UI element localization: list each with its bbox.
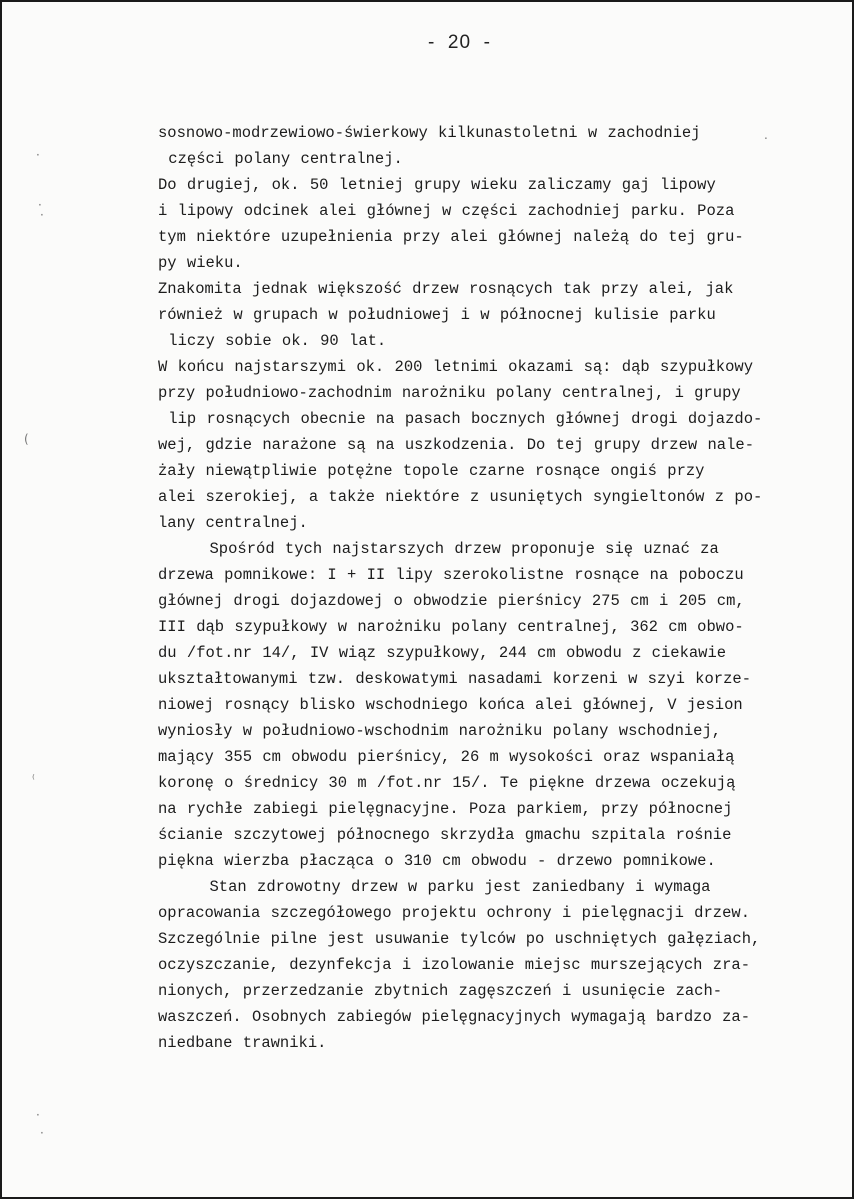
text-line: niedbane trawniki.: [158, 1034, 327, 1052]
text-line: na rychłe zabiegi pielęgnacyjne. Poza parkiem, przy północnej: [158, 800, 733, 818]
text-line: Znakomita jednak większość drzew rosnących tak przy alei, jak: [158, 280, 734, 298]
text-line: Stan zdrowotny drzew w parku jest zaniedbany i wymaga: [158, 878, 711, 896]
page-number: - 20 -: [428, 32, 491, 53]
text-line: drzewa pomnikowe: I + II lipy szerokolistne rosnące na poboczu: [158, 566, 744, 584]
text-line: opracowania szczegółowego projektu ochrony i pielęgnacji drzew.: [158, 904, 750, 922]
text-line: i lipowy odcinek alei głównej w części zachodniej parku. Poza: [158, 202, 735, 220]
scan-speck: (: [24, 432, 29, 446]
scan-speck: ·: [38, 198, 42, 212]
scan-speck: ·: [36, 148, 40, 162]
text-line: du /fot.nr 14/, IV wiąz szypułkowy, 244 cm obwodu z ciekawie: [158, 644, 727, 662]
text-line: lip rosnących obecnie na pasach bocznych głównej drogi dojazdo-: [158, 410, 763, 428]
scan-speck: .: [764, 128, 768, 142]
text-line: Szczególnie pilne jest usuwanie tylców po uschniętych gałęziach,: [158, 930, 761, 948]
scan-speck: ⁽: [32, 772, 35, 786]
text-line: alei szerokiej, a także niektóre z usuniętych syngieltonów z po-: [158, 488, 763, 506]
text-line: głównej drogi dojazdowej o obwodzie pierśnicy 275 cm i 205 cm,: [158, 592, 745, 610]
text-line: również w grupach w południowej i w północnej kulisie parku: [158, 306, 716, 324]
text-line: ścianie szczytowej północnego skrzydła gmachu szpitala rośnie: [158, 826, 732, 844]
text-line: III dąb szypułkowy w narożniku polany centralnej, 362 cm obwo-: [158, 618, 744, 636]
text-line: żały niewątpliwie potężne topole czarne rosnące ongiś przy: [158, 462, 705, 480]
scan-speck: ·: [36, 1108, 40, 1122]
text-line: sosnowo-modrzewiowo-świerkowy kilkunastoletni w zachodniej: [158, 124, 701, 142]
text-line: koronę o średnicy 30 m /fot.nr 15/. Te piękne drzewa oczekują: [158, 774, 736, 792]
text-line: Spośród tych najstarszych drzew proponuje się uznać za: [158, 540, 719, 558]
text-line: oczyszczanie, dezynfekcja i izolowanie miejsc murszejących zra-: [158, 956, 750, 974]
body-text: [158, 120, 828, 1056]
text-line: py wieku.: [158, 254, 243, 272]
text-line: wej, gdzie narażone są na uszkodzenia. Do tej grupy drzew nale-: [158, 436, 754, 454]
text-line: lany centralnej.: [158, 514, 308, 532]
text-line: tym niektóre uzupełnienia przy alei głównej należą do tej gru-: [158, 228, 744, 246]
text-line: przy południowo-zachodnim narożniku polany centralnej, i grupy: [158, 384, 741, 402]
text-line: wyniosły w południowo-wschodnim narożniku polany wschodniej,: [158, 722, 722, 740]
text-line: ukształtowanymi tzw. deskowatymi nasadami korzeni w szyi korze-: [158, 670, 751, 688]
text-line: piękna wierzba płacząca o 310 cm obwodu - drzewo pomnikowe.: [158, 852, 716, 870]
text-line: Do drugiej, ok. 50 letniej grupy wieku zaliczamy gaj lipowy: [158, 176, 716, 194]
text-line: liczy sobie ok. 90 lat.: [158, 332, 387, 350]
text-line: niowej rosnący blisko wschodniego końca alei głównej, V jesion: [158, 696, 743, 714]
text-line: mający 355 cm obwodu pierśnicy, 26 m wysokości oraz wspaniałą: [158, 748, 735, 766]
scan-speck: ·: [40, 208, 44, 222]
text-line: W końcu najstarszymi ok. 200 letnimi okazami są: dąb szypułkowy: [158, 358, 753, 376]
text-line: nionych, przerzedzanie zbytnich zagęszczeń i usunięcie zach-: [158, 982, 723, 1000]
text-line: części polany centralnej.: [158, 150, 403, 168]
text-line: waszczeń. Osobnych zabiegów pielęgnacyjnych wymagają bardzo za-: [158, 1008, 750, 1026]
scan-speck: ·: [40, 1126, 44, 1140]
